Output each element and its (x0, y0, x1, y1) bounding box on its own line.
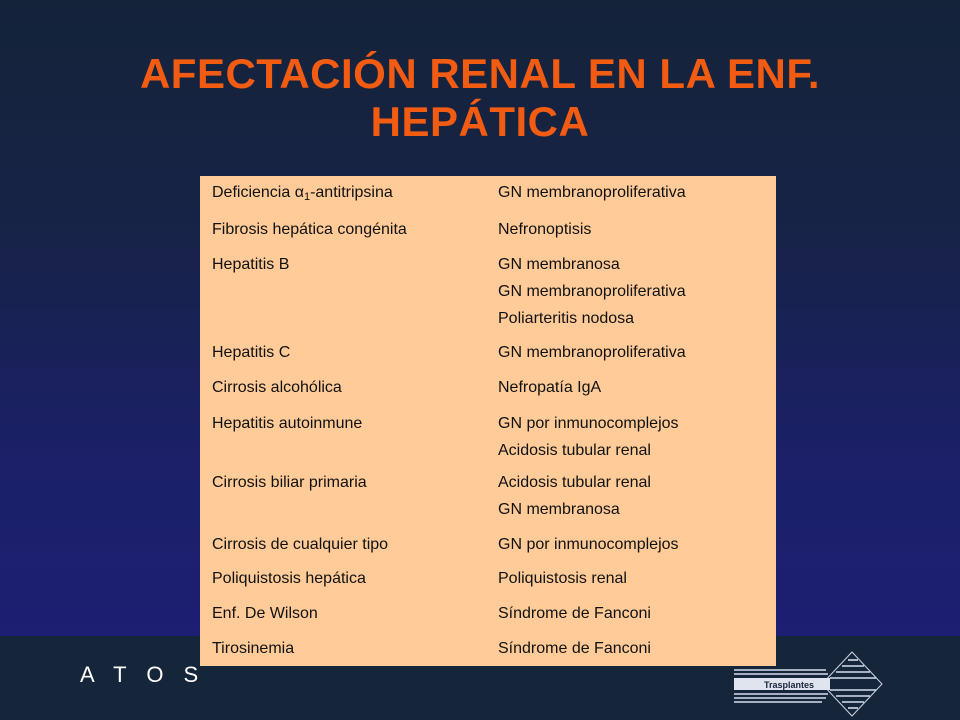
renal-item: Síndrome de Fanconi (498, 640, 651, 657)
renal-cell (498, 339, 686, 366)
renal-item: GN membranoproliferativa (498, 184, 686, 201)
diamond-icon (822, 652, 882, 716)
condition-cell: Enf. De Wilson (212, 605, 318, 622)
condition-cell: Cirrosis de cualquier tipo (212, 536, 389, 553)
condition-cell: Hepatitis B (212, 256, 290, 273)
condition-cell: Cirrosis biliar primaria (212, 474, 367, 491)
condition-cell (212, 179, 393, 211)
slide-title (0, 50, 960, 146)
condition-suffix: -antitripsina (310, 184, 393, 201)
condition-cell: Fibrosis hepática congénita (212, 221, 407, 238)
alpha-subscript: 1 (303, 191, 311, 203)
condition-cell: Hepatitis C (212, 344, 291, 361)
renal-item: Nefropatía IgA (498, 379, 602, 396)
atos-label: A T O S (80, 662, 206, 687)
logo-text: Trasplantes (764, 680, 815, 690)
renal-cell (498, 374, 601, 401)
renal-cell (498, 216, 591, 243)
renal-item: GN membranosa (498, 256, 620, 273)
condition-prefix: Deficiencia (212, 184, 295, 201)
renal-item: Poliarteritis nodosa (498, 310, 635, 327)
renal-item: GN membranoproliferativa (498, 283, 686, 300)
renal-item: Síndrome de Fanconi (498, 605, 651, 622)
condition-cell: Cirrosis alcohólica (212, 379, 342, 396)
renal-cell (498, 565, 627, 592)
trasplantes-logo (730, 650, 890, 718)
renal-cell (498, 251, 686, 332)
renal-item: Acidosis tubular renal (498, 474, 651, 491)
renal-cell (498, 600, 651, 627)
renal-cell (498, 531, 679, 558)
renal-item: GN membranosa (498, 501, 620, 518)
renal-cell (498, 410, 679, 464)
renal-item: GN por inmunocomplejos (498, 415, 679, 432)
title-line-2: HEPÁTICA (370, 98, 590, 145)
condition-cell: Poliquistosis hepática (212, 570, 366, 587)
renal-item: Poliquistosis renal (498, 570, 627, 587)
renal-item: GN por inmunocomplejos (498, 536, 679, 553)
renal-item: GN membranoproliferativa (498, 344, 686, 361)
renal-cell (498, 635, 651, 662)
renal-item: Acidosis tubular renal (498, 442, 651, 459)
alpha-symbol: α (294, 184, 304, 201)
title-line-1: AFECTACIÓN RENAL EN LA ENF. (139, 50, 821, 97)
condition-cell: Hepatitis autoinmune (212, 415, 363, 432)
renal-cell (498, 469, 651, 523)
table-panel (200, 176, 776, 666)
condition-cell: Tirosinemia (212, 640, 295, 657)
renal-item: Nefronoptisis (498, 221, 592, 238)
renal-cell (498, 179, 686, 206)
